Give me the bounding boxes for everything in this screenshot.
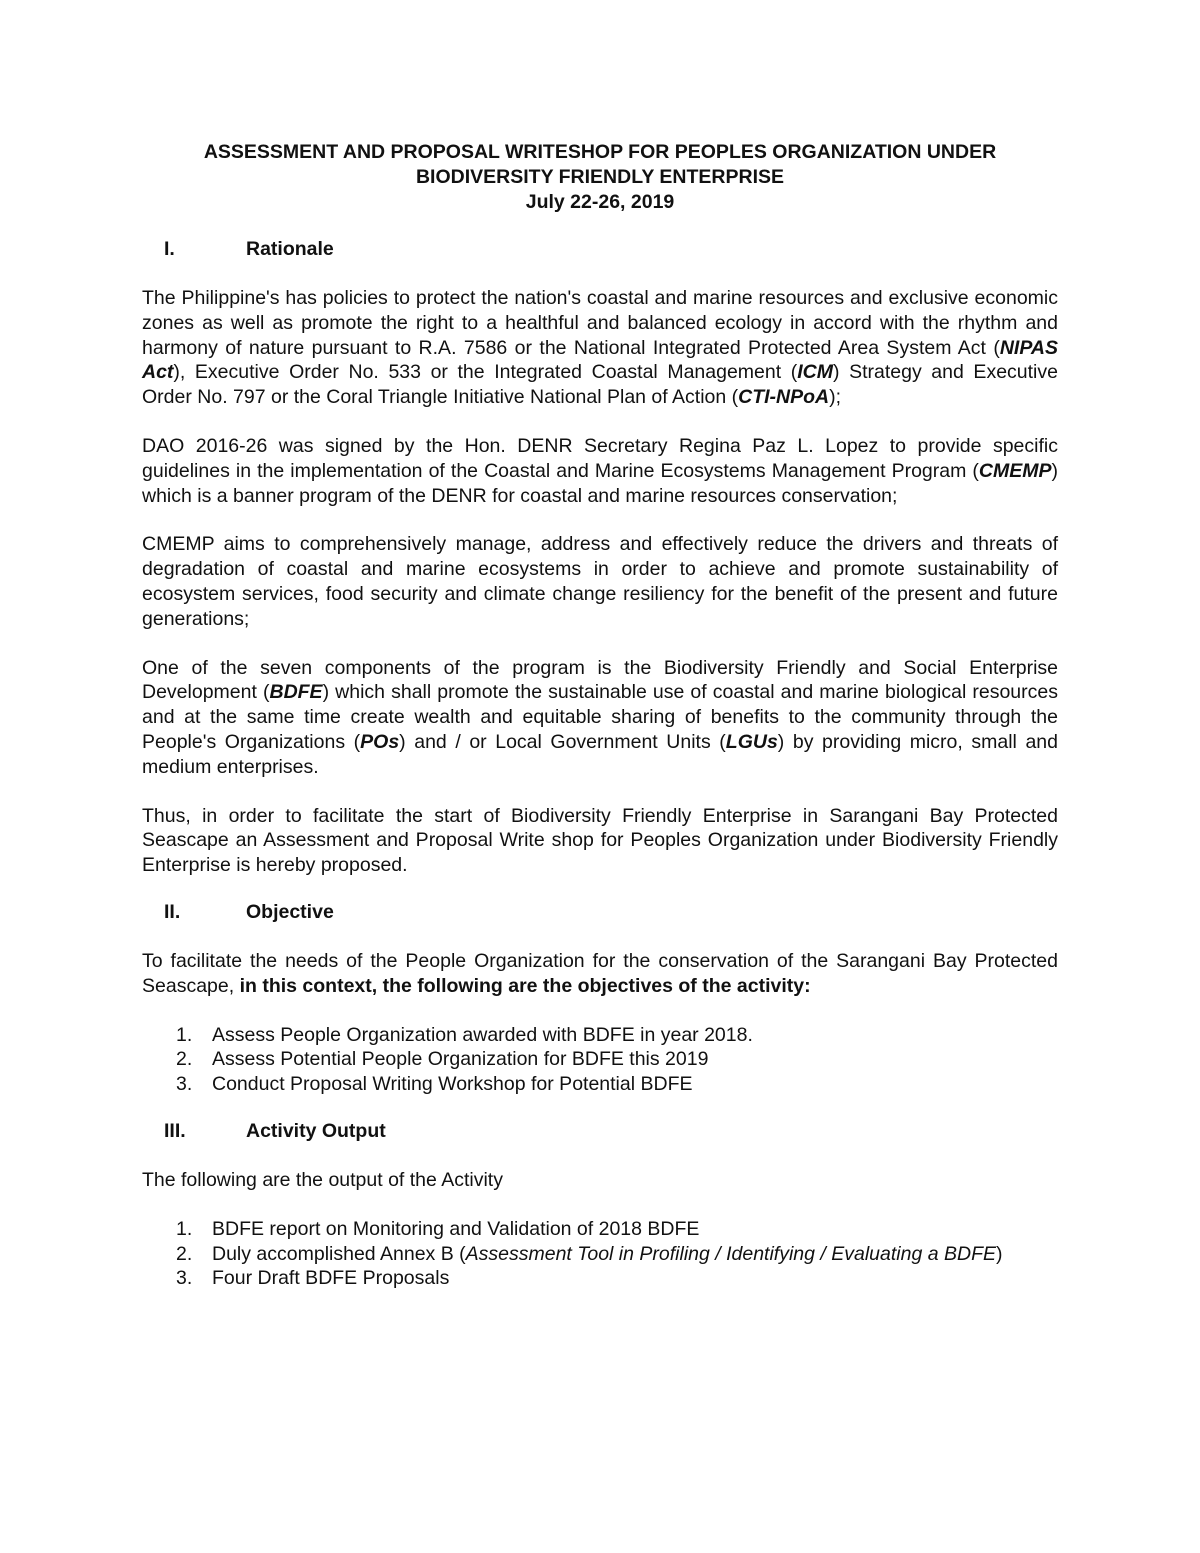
text: DAO 2016-26 was signed by the Hon. DENR Secretary Regina Paz L. Lopez to provide specific guidelines in the implementation of the Coastal and Marine Ecosystems Management Program (	[142, 434, 1058, 482]
list-item	[142, 1242, 1058, 1267]
section-title: Objective	[246, 900, 334, 923]
section-number: III.	[164, 1119, 186, 1142]
rationale-paragraph-2	[142, 434, 1058, 508]
list-text: Four Draft BDFE Proposals	[212, 1267, 450, 1290]
section-heading-activity-output	[142, 1119, 1058, 1144]
rationale-paragraph-5: Thus, in order to facilitate the start of Biodiversity Friendly Enterprise in Sarangani Bay Protected Seascape an Assessment and Proposal Write shop for Peoples Organization under Biodiversity Friendly Enterprise is hereby proposed.	[142, 804, 1058, 877]
text: The Philippine's has policies to protect the nation's coastal and marine resources and exclusive economic zones as well as promote the right to a healthful and balanced ecology in accord with the rhythm and harmony of nature pursuant to R.A. 7586 or the National Integrated Protected Area System Act (	[142, 287, 1058, 359]
text: Duly accomplished Annex B (	[212, 1242, 466, 1265]
list-item	[142, 1217, 1058, 1242]
bold-text: in this context, the following are the objectives of the activity:	[239, 974, 811, 997]
text: To facilitate the needs of the People Organization for the conservation of the Sarangani Bay Protected Seascape,	[142, 949, 1058, 997]
text: )	[996, 1242, 1003, 1265]
list-text: BDFE report on Monitoring and Validation of 2018 BDFE	[212, 1217, 700, 1240]
list-number: 2.	[176, 1048, 193, 1071]
output-intro: The following are the output of the Activity	[142, 1168, 503, 1191]
acronym-cmemp: CMEMP	[978, 459, 1052, 482]
text: ) and / or Local Government Units (	[399, 730, 726, 753]
list-text: Assess People Organization awarded with BDFE in year 2018.	[212, 1023, 753, 1046]
text: ) which shall promote the sustainable use of coastal and marine biological resources and at the same time create wealth and equitable sharing of benefits to the community through the People's Organizations (	[142, 681, 1058, 753]
list-text: Conduct Proposal Writing Workshop for Potential BDFE	[212, 1073, 693, 1096]
section-title: Rationale	[246, 238, 334, 260]
acronym-cti-npoa: CTI-NPoA	[738, 386, 830, 409]
acronym-pos: POs	[360, 730, 400, 753]
text: ) Strategy and Executive Order No. 797 or the Coral Triangle Initiative National Plan of Action (	[142, 361, 1058, 409]
list-item	[142, 1023, 1058, 1048]
text: ) which is a banner program of the DENR for coastal and marine resources conservation;	[142, 459, 1058, 507]
list-item	[142, 1047, 1058, 1072]
output-list	[142, 1217, 1058, 1291]
acronym-lgus: LGUs	[725, 730, 778, 753]
title-date: July 22-26, 2019	[525, 191, 675, 213]
list-item	[142, 1072, 1058, 1097]
acronym-bdfe: BDFE	[269, 681, 323, 704]
list-number: 1.	[176, 1217, 193, 1240]
section-title: Activity Output	[246, 1119, 386, 1142]
document-title	[142, 140, 1058, 215]
rationale-paragraph-4	[142, 656, 1058, 780]
text: One of the seven components of the program is the Biodiversity Friendly and Social Enterprise Development (	[142, 656, 1058, 704]
objective-intro	[142, 949, 1058, 999]
rationale-paragraph-1	[142, 286, 1058, 410]
title-line-1: ASSESSMENT AND PROPOSAL WRITESHOP FOR PEOPLES ORGANIZATION UNDER	[203, 141, 997, 163]
list-number: 3.	[176, 1267, 193, 1290]
text: ), Executive Order No. 533 or the Integrated Coastal Management (	[173, 361, 798, 384]
text: ) by providing micro, small and medium enterprises.	[142, 730, 1058, 778]
section-heading-objective	[142, 900, 1058, 925]
document-page	[142, 140, 1058, 1291]
acronym-nipas: NIPAS Act	[142, 336, 1058, 384]
list-text	[212, 1242, 1058, 1267]
section-number: I.	[164, 238, 175, 260]
list-item	[142, 1266, 1058, 1291]
title-line-2: BIODIVERSITY FRIENDLY ENTERPRISE	[415, 166, 785, 188]
list-number: 3.	[176, 1073, 193, 1096]
objective-list	[142, 1023, 1058, 1097]
list-number: 1.	[176, 1023, 193, 1046]
section-heading-rationale	[142, 237, 1058, 262]
text: );	[829, 386, 842, 409]
section-number: II.	[164, 900, 181, 923]
acronym-icm: ICM	[797, 361, 833, 384]
rationale-paragraph-3: CMEMP aims to comprehensively manage, address and effectively reduce the drivers and threats of degradation of coastal and marine ecosystems in order to achieve and promote sustainability of ecosystem services, food security and climate change resiliency for the benefit of the present and future generations;	[142, 533, 1058, 630]
italic-text: Assessment Tool in Profiling / Identifying / Evaluating a BDFE	[465, 1242, 997, 1265]
list-text: Assess Potential People Organization for BDFE this 2019	[212, 1048, 709, 1071]
list-number: 2.	[176, 1242, 193, 1265]
